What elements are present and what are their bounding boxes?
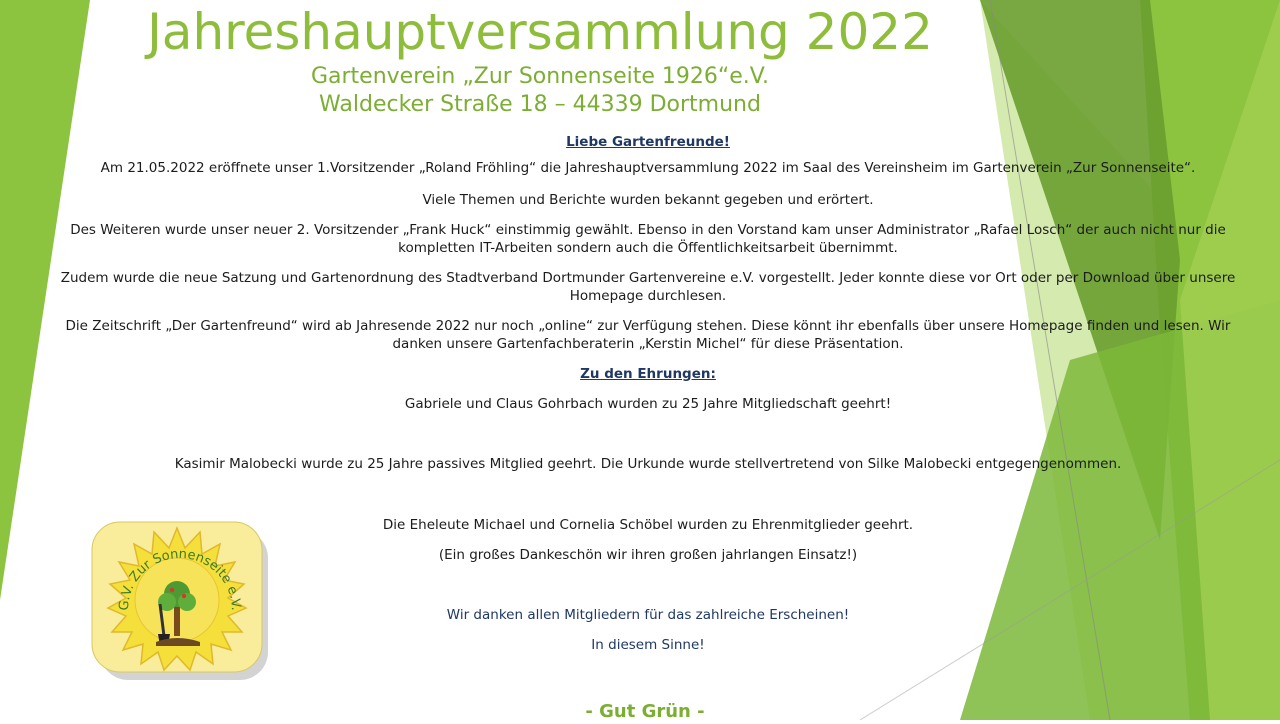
logo-apple-2 bbox=[182, 594, 186, 598]
logo-apple-1 bbox=[170, 588, 174, 592]
logo-tree-crown-3 bbox=[178, 593, 196, 611]
in-this-sense: In diesem Sinne! bbox=[591, 637, 705, 653]
paragraph-magazine: Die Zeitschrift „Der Gartenfreund“ wird ab Jahresende 2022 nur noch „online“ zur Verfügung stehen. Diese könnt ihr ebenfalls über unsere Homepage finden und lesen. Wir danken unsere Gartenfachberaterin „Kerstin Michel“ für diese Präsentation. bbox=[65, 318, 1231, 352]
honor-gohrbach: Gabriele und Claus Gohrbach wurden zu 25 Jahre Mitgliedschaft geehrt! bbox=[404, 396, 892, 412]
paragraph-statutes: Zudem wurde die neue Satzung und Gartenordnung des Stadtverband Dortmunder Gartenvereine e.V. vorgestellt. Jeder konnte diese vor Ort oder per Download über unsere Homepage durchlesen. bbox=[60, 270, 1236, 304]
greeting-heading: Liebe Gartenfreunde! bbox=[566, 134, 730, 150]
honor-schoebel: Die Eheleute Michael und Cornelia Schöbel wurden zu Ehrenmitglieder geehrt. bbox=[382, 517, 914, 533]
honor-thanks-note: (Ein großes Dankeschön wir ihren großen jahrlangen Einsatz!) bbox=[438, 547, 858, 563]
paragraph-board: Des Weiteren wurde unser neuer 2. Vorsitzender „Frank Huck“ einstimmig gewählt. Ebenso in den Vorstand kam unser Administrator „Rafael Losch“ der auch nicht nur die kompletten IT-Arbeiten sondern auch die Öffentlichkeitsarbeit übernimmt. bbox=[70, 222, 1226, 256]
closing-greeting: - Gut Grün - bbox=[585, 701, 705, 722]
paragraph-opening: Am 21.05.2022 eröffnete unser 1.Vorsitzender „Roland Fröhling“ die Jahreshauptversammlung 2022 im Saal des Vereinsheim im Gartenverein „Zur Sonnenseite“. bbox=[100, 160, 1196, 176]
subtitle-address: Waldecker Straße 18 – 44339 Dortmund bbox=[319, 92, 761, 117]
paragraph-topics: Viele Themen und Berichte wurden bekannt gegeben und erörtert. bbox=[422, 192, 874, 208]
honor-malobecki: Kasimir Malobecki wurde zu 25 Jahre passives Mitglied geehrt. Die Urkunde wurde stellvertretend von Silke Malobecki entgegengenommen. bbox=[174, 456, 1122, 472]
subtitle-club: Gartenverein „Zur Sonnenseite 1926“e.V. bbox=[310, 64, 769, 89]
honors-heading: Zu den Ehrungen: bbox=[580, 366, 716, 382]
logo-tree-trunk bbox=[174, 602, 180, 636]
page-title: Jahreshauptversammlung 2022 bbox=[147, 3, 933, 61]
thanks-members: Wir danken allen Mitgliedern für das zahlreiche Erscheinen! bbox=[446, 607, 850, 623]
sun-tree-logo bbox=[88, 518, 272, 682]
logo-text: G.V. Zur Sonnenseite e.V. bbox=[116, 546, 244, 612]
